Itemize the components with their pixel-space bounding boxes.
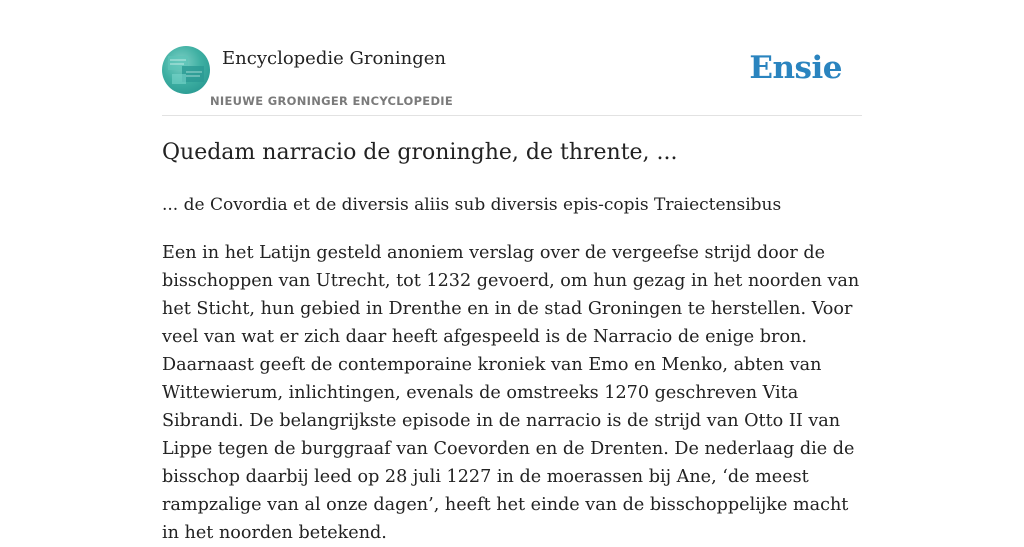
logo-graphic — [162, 46, 210, 94]
encyclopedie-groningen-logo-icon[interactable] — [162, 46, 210, 94]
article-paragraph: Een in het Latijn gesteld anoniem verslag over de vergeefse strijd door de bisschoppen van Utrecht, tot 1232 gevoerd, om hun gezag in het noorden van het Sticht, hun gebied in Drenthe en in de stad Groningen te herstellen. Voor veel van wat er zich daar heeft afgespeeld is de Narracio de enige bron. Daarnaast geeft de contemporaine kroniek van Emo en Menko, abten van Wittewierum, inlichtingen, evenals de omstreeks 1270 geschreven Vita Sibrandi. De belangrijkste episode in de narracio is de strijd van Otto II van Lippe tegen de burggraaf van Coevorden en de Drenten. De nederlaag die de bisschop daarbij leed op 28 juli 1227 in de moerassen bij Ane, ‘de meest rampzalige van al onze dagen’, heeft het einde van de bisschoppelijke macht in het noorden betekend. — [162, 243, 860, 543]
article-subtitle: ... de Covordia et de diversis aliis sub diversis epis-copis Traiectensibus — [162, 195, 782, 215]
article-body — [162, 239, 862, 547]
header-divider — [162, 115, 862, 116]
article-title: Quedam narracio de groninghe, de thrente, ... — [162, 140, 678, 165]
site-name[interactable]: Encyclopedie Groningen — [222, 48, 447, 69]
site-subtitle: NIEUWE GRONINGER ENCYCLOPEDIE — [210, 94, 454, 108]
site-header — [162, 46, 862, 116]
ensie-brand-logo[interactable]: Ensie — [749, 50, 842, 86]
